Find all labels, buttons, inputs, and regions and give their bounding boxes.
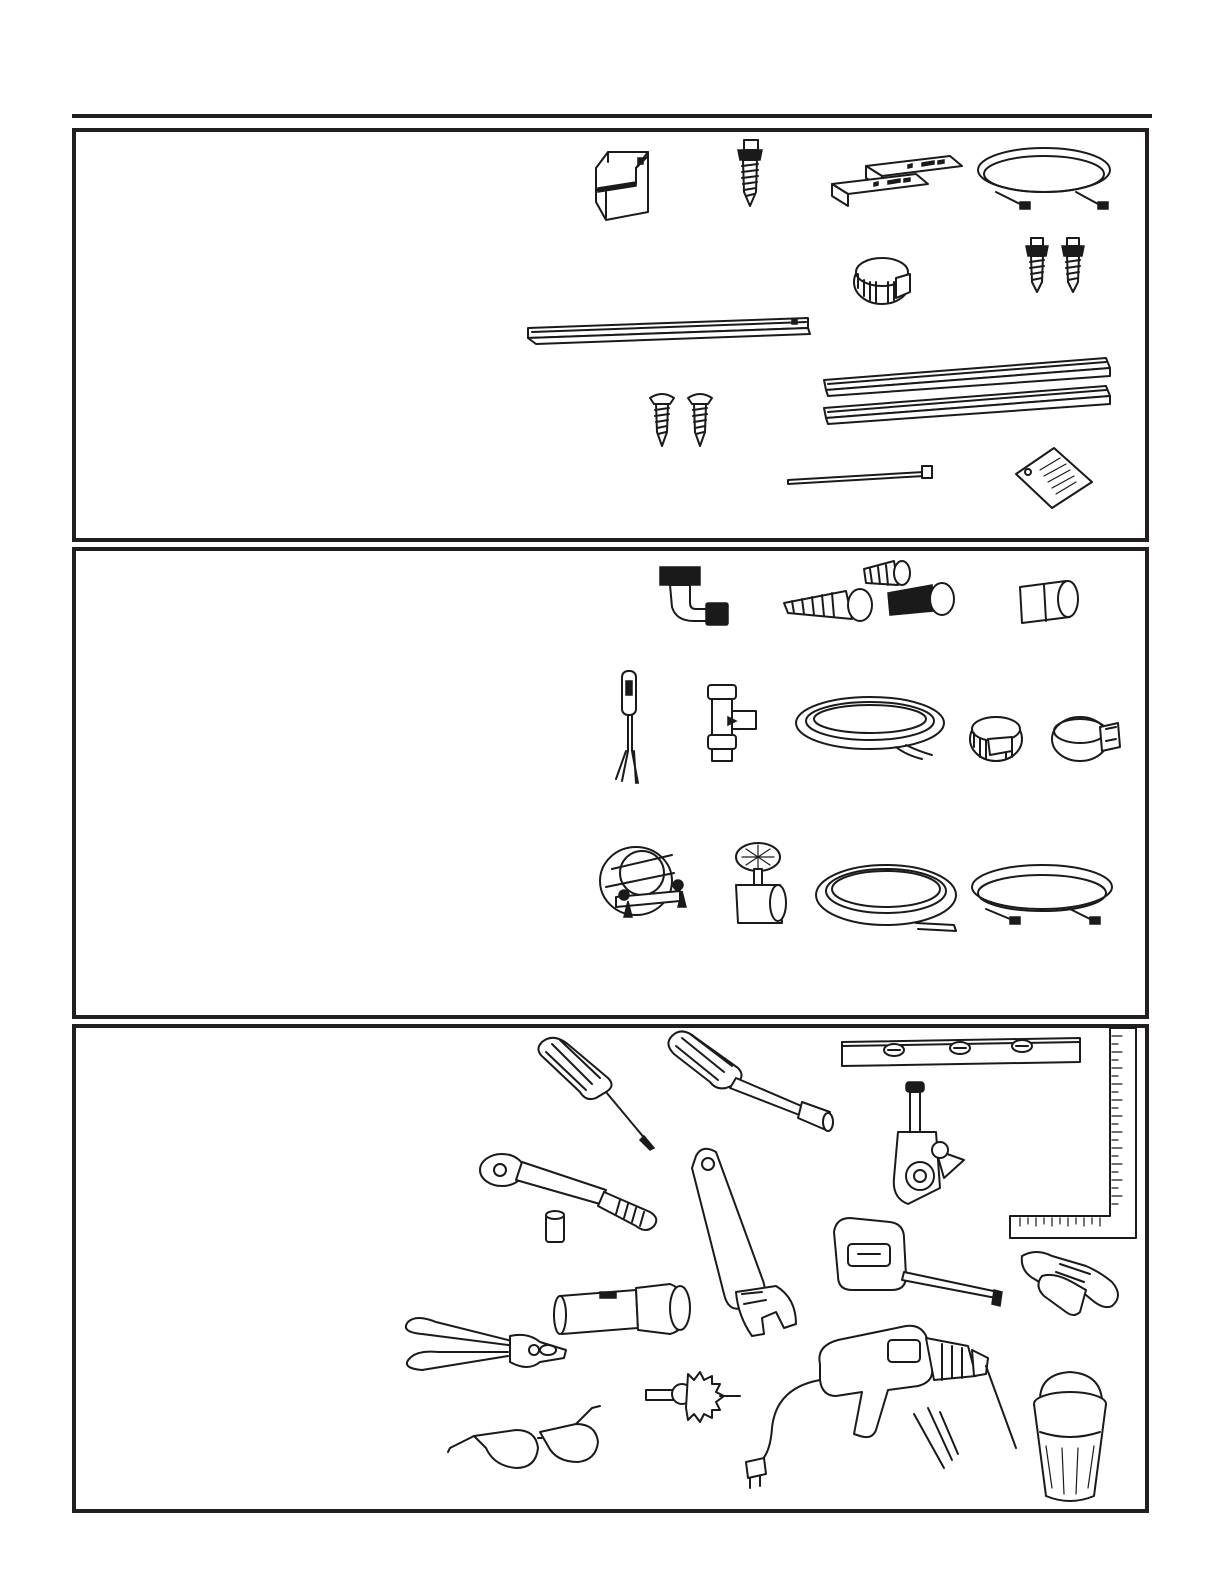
tools-panel bbox=[72, 1024, 1149, 1513]
top-rule bbox=[72, 114, 1152, 118]
materials-panel bbox=[72, 547, 1149, 1019]
power-cord-illustration bbox=[616, 671, 638, 783]
parts-panel bbox=[72, 128, 1149, 542]
wire-nuts-illustration bbox=[784, 561, 954, 621]
safety-glasses-icon bbox=[448, 1406, 600, 1468]
coupling-illustration bbox=[1020, 581, 1078, 623]
elbow-fitting-illustration bbox=[660, 567, 728, 625]
tape-measure-icon bbox=[834, 1218, 1002, 1306]
flashlight-icon bbox=[554, 1284, 690, 1334]
adjustable-wrench-icon bbox=[692, 1149, 796, 1336]
drill-and-bits-icon bbox=[746, 1326, 1016, 1488]
drain-tubing-illustration bbox=[796, 697, 944, 759]
shutoff-valve-illustration bbox=[736, 843, 786, 923]
worm-clamp-illustration bbox=[970, 717, 1022, 761]
long-trim-strip-illustration bbox=[528, 318, 810, 344]
water-tubing-illustration bbox=[816, 865, 956, 931]
tag-label-illustration bbox=[1016, 448, 1092, 508]
support-channel-illustration bbox=[596, 152, 648, 220]
phillips-screwdriver-icon bbox=[538, 1038, 654, 1150]
supply-hose-illustration bbox=[978, 148, 1110, 209]
short-trim-strips-illustration bbox=[824, 358, 1110, 424]
screw-pair-illustration bbox=[1026, 238, 1084, 292]
braided-hose-illustration bbox=[972, 865, 1112, 924]
bucket-icon bbox=[1034, 1372, 1106, 1501]
hole-saw-icon bbox=[646, 1372, 740, 1422]
gloves-icon bbox=[1022, 1252, 1118, 1315]
junction-box-illustration bbox=[600, 847, 686, 917]
cable-tie-illustration bbox=[788, 466, 932, 484]
hose-clamp-illustration bbox=[854, 258, 910, 304]
spring-clamp-illustration bbox=[1052, 717, 1120, 761]
trim-screw-pair-illustration bbox=[650, 394, 712, 446]
pliers-icon bbox=[406, 1318, 566, 1370]
tubing-cutter-icon bbox=[894, 1082, 964, 1204]
ratchet-and-socket-icon bbox=[480, 1154, 656, 1242]
drain-tee-illustration bbox=[708, 685, 756, 761]
mounting-screw-illustration bbox=[738, 140, 762, 206]
nut-driver-icon bbox=[668, 1031, 833, 1131]
level-icon bbox=[842, 1038, 1080, 1066]
mounting-brackets-illustration bbox=[832, 156, 962, 206]
